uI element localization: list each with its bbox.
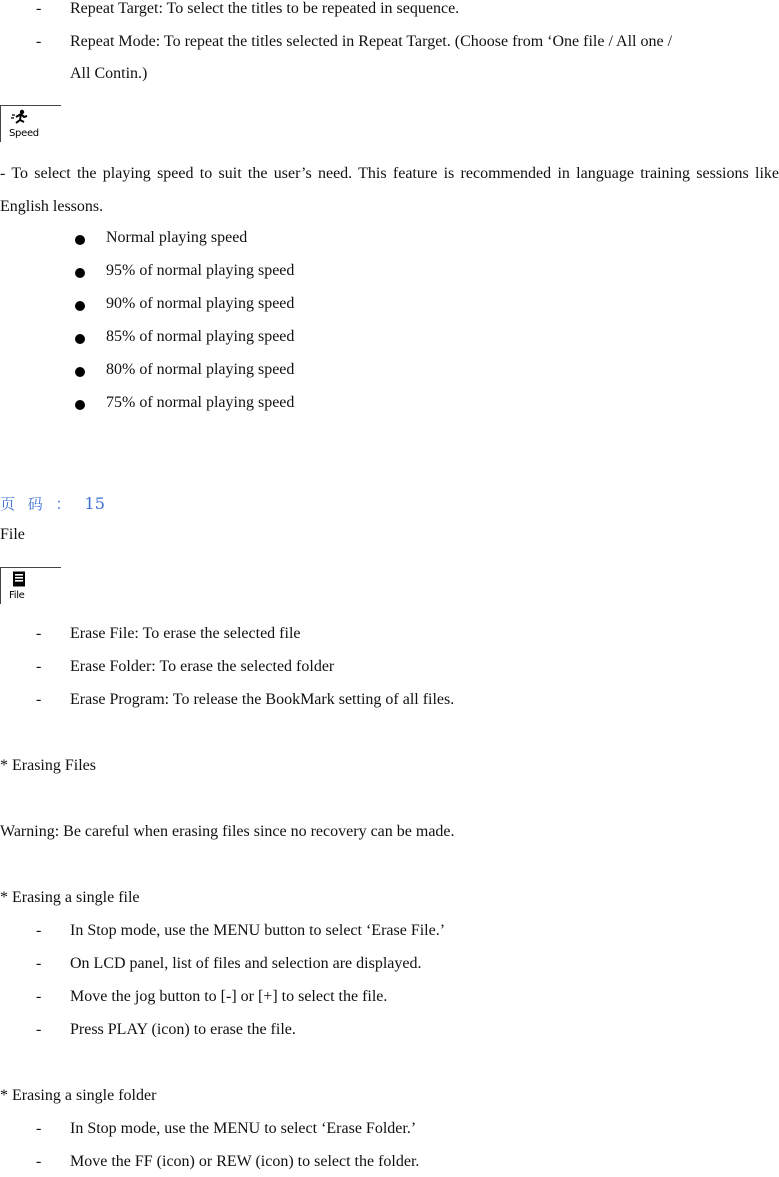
single-file-heading: * Erasing a single file [0,889,140,906]
erase-item-text: Erase Folder: To erase the selected folder [70,658,335,675]
step-text: In Stop mode, use the MENU button to select ‘Erase File.’ [70,922,446,939]
dash-marker: - [36,955,42,972]
single-folder-heading: * Erasing a single folder [0,1087,157,1104]
speed-option [0,361,779,385]
speed-option-text: 90% of normal playing speed [106,295,295,312]
erase-file-item [0,625,779,649]
step-text: On LCD panel, list of files and selection are displayed. [70,955,422,972]
bullet-icon [75,367,85,377]
dash-marker: - [36,33,42,50]
erase-item-text: Erase Program: To release the BookMark setting of all files. [70,691,455,708]
speed-option [0,229,779,253]
file-heading: File [0,526,25,543]
speed-option [0,262,779,286]
speed-option [0,328,779,352]
page-number [0,493,105,514]
dash-marker: - [36,1153,42,1170]
step-text: Move the jog button to [-] or [+] to select the file. [70,988,388,1005]
erase-folder-item [0,658,779,682]
bullet-icon [75,235,85,245]
bullet-icon [75,334,85,344]
dash-marker: - [36,1021,42,1038]
erase-item-text: Erase File: To erase the selected file [70,625,301,642]
repeat-mode-text: Repeat Mode: To repeat the titles selected in Repeat Target. (Choose from ‘One file / All one / [70,33,673,50]
speed-option [0,295,779,319]
speed-icon-label: Speed [9,128,39,139]
speed-option-text: 85% of normal playing speed [106,328,295,345]
dash-marker: - [36,0,42,17]
step-text: Press PLAY (icon) to erase the file. [70,1021,296,1038]
speed-menu-icon-box [0,105,61,142]
dash-marker: - [36,691,42,708]
file-icon-label: File [9,590,25,601]
dash-marker: - [36,1120,42,1137]
dash-marker: - [36,625,42,642]
single-file-step [0,922,779,946]
page-number-label: 页 码 ： [0,495,75,513]
single-file-step [0,1021,779,1045]
single-folder-step [0,1120,779,1144]
repeat-mode-item [0,33,779,57]
repeat-mode-continuation: All Contin.) [70,65,148,82]
repeat-target-text: Repeat Target: To select the titles to be repeated in sequence. [70,0,460,17]
erasing-files-heading: * Erasing Files [0,757,96,774]
speed-option [0,394,779,418]
dash-marker: - [36,922,42,939]
erase-program-item [0,691,779,715]
speed-option-text: 95% of normal playing speed [106,262,295,279]
page-number-value: 15 [84,494,105,513]
speed-description: - To select the playing speed to suit the user’s need. This feature is recommended in language training sessions like English lessons. [0,165,779,215]
speed-option-text: 80% of normal playing speed [106,361,295,378]
speed-option-text: 75% of normal playing speed [106,394,295,411]
step-text: In Stop mode, use the MENU to select ‘Erase Folder.’ [70,1120,417,1137]
file-menu-icon-box [0,567,61,604]
dash-marker: - [36,988,42,1005]
repeat-target-item [0,0,779,24]
single-file-step [0,988,779,1012]
single-file-step [0,955,779,979]
dash-marker: - [36,658,42,675]
file-document-icon [11,571,27,592]
warning-text: Warning: Be careful when erasing files since no recovery can be made. [0,823,455,840]
bullet-icon [75,400,85,410]
speed-option-text: Normal playing speed [106,229,248,246]
bullet-icon [75,268,85,278]
single-folder-step [0,1153,779,1177]
speed-runner-icon [11,109,29,130]
bullet-icon [75,301,85,311]
step-text: Move the FF (icon) or REW (icon) to select the folder. [70,1153,420,1170]
